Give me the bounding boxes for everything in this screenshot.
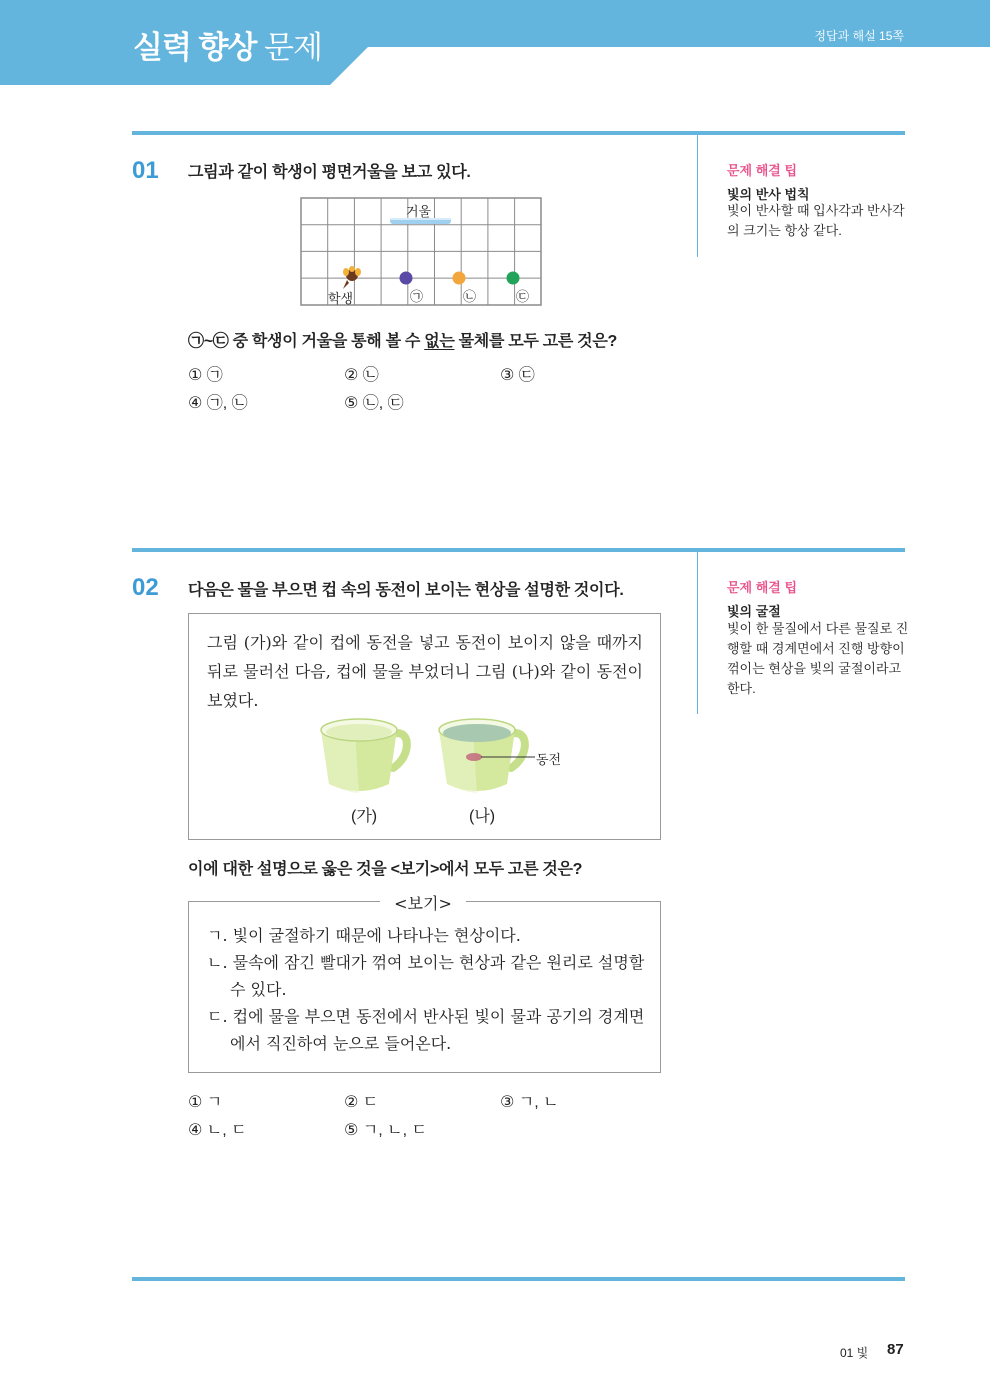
q1-number: 01 (132, 157, 159, 184)
coin-icon (466, 753, 482, 761)
cups-figure (315, 712, 545, 802)
q2-question: 다음은 물을 부으면 컵 속의 동전이 보이는 현상을 설명한 것이다. (188, 582, 624, 599)
q2-option-4[interactable]: ④ ㄴ, ㄷ (188, 1122, 247, 1139)
q1-tip-heading: 문제 해결 팁 (727, 163, 798, 178)
q1-question: 그림과 같이 학생이 평면거울을 보고 있다. (188, 164, 471, 181)
q1-sub-question (188, 328, 617, 351)
q1-option-5[interactable]: ⑤ ㉡, ㉢ (344, 395, 404, 412)
q1-option-4[interactable]: ④ ㉠, ㉡ (188, 395, 248, 412)
mirror-label: 거울 (406, 204, 432, 219)
q1-sub-question-pre: ㉠~㉢ 중 학생이 거울을 통해 볼 수 (188, 333, 425, 350)
q2-tip-heading: 문제 해결 팁 (727, 580, 798, 595)
q2-option-2[interactable]: ② ㄷ (344, 1094, 379, 1111)
q1-tip-body: 빛이 반사할 때 입사각과 반사각의 크기는 항상 같다. (727, 203, 905, 238)
q1-option-2[interactable]: ② ㉡ (344, 367, 379, 384)
page-number: 87 (887, 1341, 904, 1358)
q1-tip-subheading: 빛의 반사 법칙 (727, 187, 810, 202)
q2-tip-subheading: 빛의 굴절 (727, 604, 781, 619)
q1-sub-question-post: 물체를 모두 고른 것은? (454, 333, 617, 350)
bogi-item-1-mark: ㄱ. (207, 926, 228, 945)
q2-option-3[interactable]: ③ ㄱ, ㄴ (500, 1094, 559, 1111)
bogi-item-3-mark: ㄷ. (207, 1007, 228, 1026)
page-title (133, 22, 322, 67)
bogi-item-2 (207, 949, 647, 1003)
object-c-dot (507, 272, 520, 285)
cup-a-icon (321, 719, 407, 793)
cup-b-icon (439, 719, 525, 793)
bogi-title: <보기> (380, 891, 466, 914)
bogi-item-3-text: 컵에 물을 부으면 동전에서 반사된 빛이 물과 공기의 경계면 (232, 1007, 645, 1026)
bogi-item-1-text: 빛이 굴절하기 때문에 나타나는 현상이다. (232, 926, 521, 945)
footer-chapter: 01 빛 (840, 1346, 869, 1360)
q1-top-rule (132, 131, 905, 135)
q2-number: 02 (132, 574, 159, 601)
object-a-dot (400, 272, 413, 285)
bogi-item-3 (207, 1003, 647, 1057)
bottom-rule (132, 1277, 905, 1281)
page-title-bold: 실력 향상 (133, 30, 257, 65)
q1-option-3[interactable]: ③ ㉢ (500, 367, 535, 384)
q2-option-5[interactable]: ⑤ ㄱ, ㄴ, ㄷ (344, 1122, 427, 1139)
bogi-item-2-text: 물속에 잠긴 빨대가 꺾여 보이는 현상과 같은 원리로 설명할 (232, 953, 645, 972)
q1-sub-question-emphasis: 없는 (424, 333, 455, 350)
object-b-dot (453, 272, 466, 285)
bogi-item-2-mark: ㄴ. (207, 953, 228, 972)
object-b-label: ㉡ (463, 289, 477, 304)
object-a-label: ㉠ (410, 289, 424, 304)
q2-top-rule (132, 548, 905, 552)
q2-sub-question: 이에 대한 설명으로 옳은 것을 <보기>에서 모두 고른 것은? (188, 861, 583, 878)
q2-option-1[interactable]: ① ㄱ (188, 1094, 223, 1111)
bogi-item-2-text-cont: 수 있다. (230, 980, 287, 999)
object-c-label: ㉢ (516, 289, 530, 304)
q2-tip-divider (697, 552, 698, 714)
bogi-item-3-text-cont: 에서 직진하여 눈으로 들어온다. (230, 1034, 452, 1053)
student-label: 학생 (328, 291, 354, 306)
answer-reference: 정답과 해설 15쪽 (814, 29, 904, 43)
page-title-light: 문제 (264, 30, 322, 65)
q2-tip-body: 빛이 한 물질에서 다른 물질로 진행할 때 경계면에서 진행 방향이 꺾이는 현상을 빛의 굴절이라고 한다. (727, 621, 909, 696)
cup-a-label: (가) (351, 808, 378, 825)
q1-tip-divider (697, 135, 698, 257)
q1-option-1[interactable]: ① ㉠ (188, 367, 223, 384)
bogi-item-1 (207, 922, 647, 949)
coin-label: 동전 (536, 752, 562, 767)
cup-b-label: (나) (469, 808, 496, 825)
passage-text: 그림 (가)와 같이 컵에 동전을 넣고 동전이 보이지 않을 때까지 뒤로 물러선 다음, 컵에 물을 부었더니 그림 (나)와 같이 동전이 보였다. (207, 633, 643, 710)
